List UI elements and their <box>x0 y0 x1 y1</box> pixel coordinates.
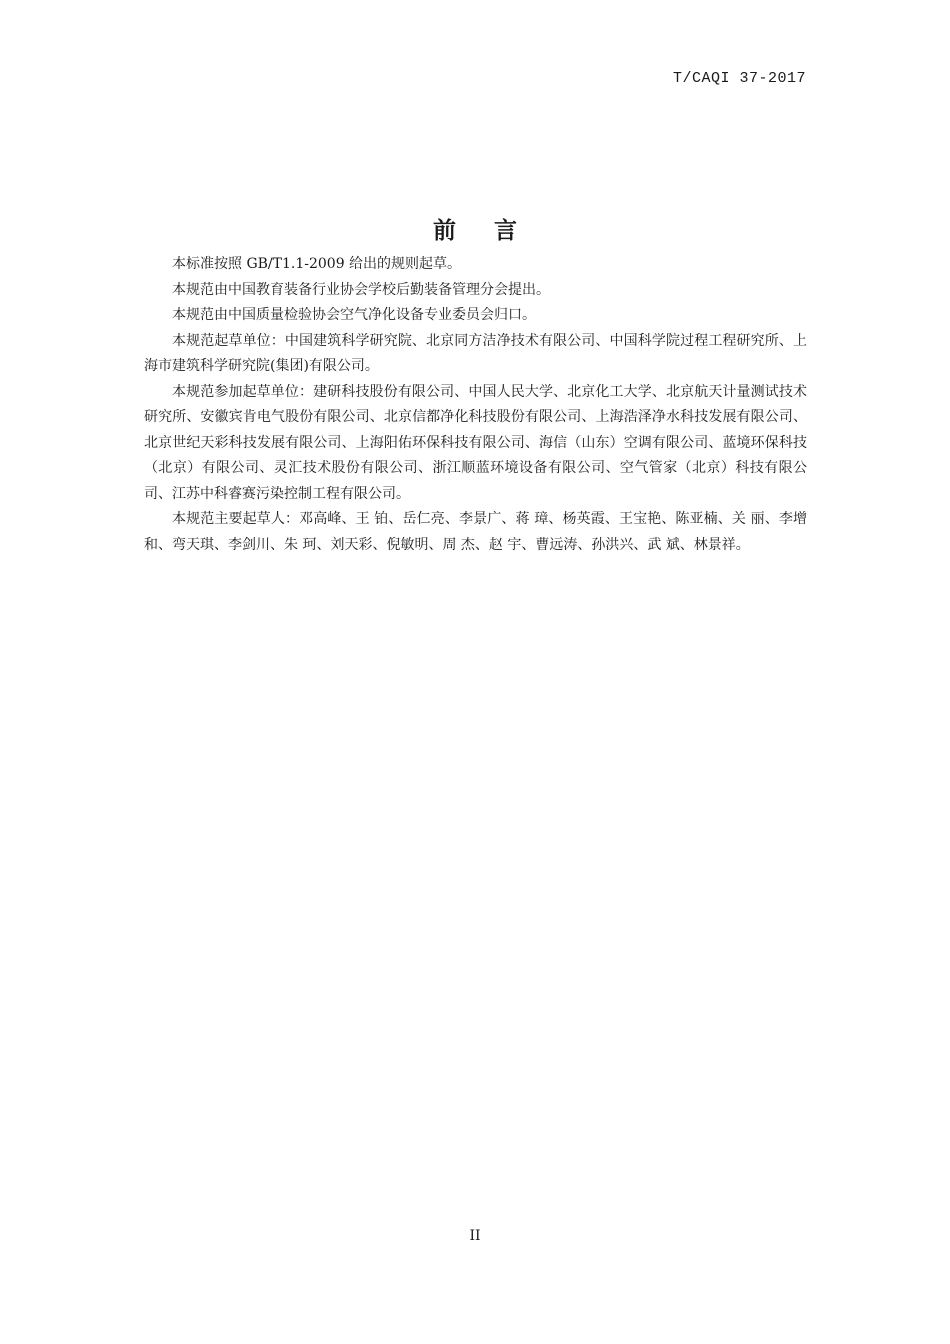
paragraph-drafting-units: 本规范起草单位：中国建筑科学研究院、北京同方洁净技术有限公司、中国科学院过程工程研究所、上海市建筑科学研究院(集团)有限公司。 <box>144 332 807 374</box>
page-title: 前言 <box>433 218 555 244</box>
paragraph-proposed-by: 本规范由中国教育装备行业协会学校后勤装备管理分会提出。 <box>172 281 550 298</box>
foreword-body <box>144 252 807 558</box>
paragraph-participating-units: 本规范参加起草单位：建研科技股份有限公司、中国人民大学、北京化工大学、北京航天计量测试技术研究所、安徽宾肯电气股份有限公司、北京信都净化科技股份有限公司、上海浩泽净水科技发展有限公司、北京世纪天彩科技发展有限公司、上海阳佑环保科技有限公司、海信（山东）空调有限公司、蓝境环保科技（北京）有限公司、灵汇技术股份有限公司、浙江顺蓝环境设备有限公司、空气管家（北京）科技有限公司、江苏中科睿赛污染控制工程有限公司。 <box>144 383 807 502</box>
paragraph-drafting-rules: 本标准按照 GB/T1.1-2009 给出的规则起草。 <box>172 256 462 272</box>
page-number: II <box>469 1228 481 1244</box>
document-code: T/CAQI 37-2017 <box>672 70 806 87</box>
paragraph-main-drafters: 本规范主要起草人：邓高峰、王 铂、岳仁亮、李景广、蒋 璋、杨英霞、王宝艳、陈亚楠、关 丽、李增和、弯天琪、李剑川、朱 珂、刘天彩、倪敏明、周 杰、赵 宇、曹远涛、孙洪兴、武 斌、林景祥。 <box>144 511 807 553</box>
paragraph-centralized-by: 本规范由中国质量检验协会空气净化设备专业委员会归口。 <box>172 307 536 323</box>
